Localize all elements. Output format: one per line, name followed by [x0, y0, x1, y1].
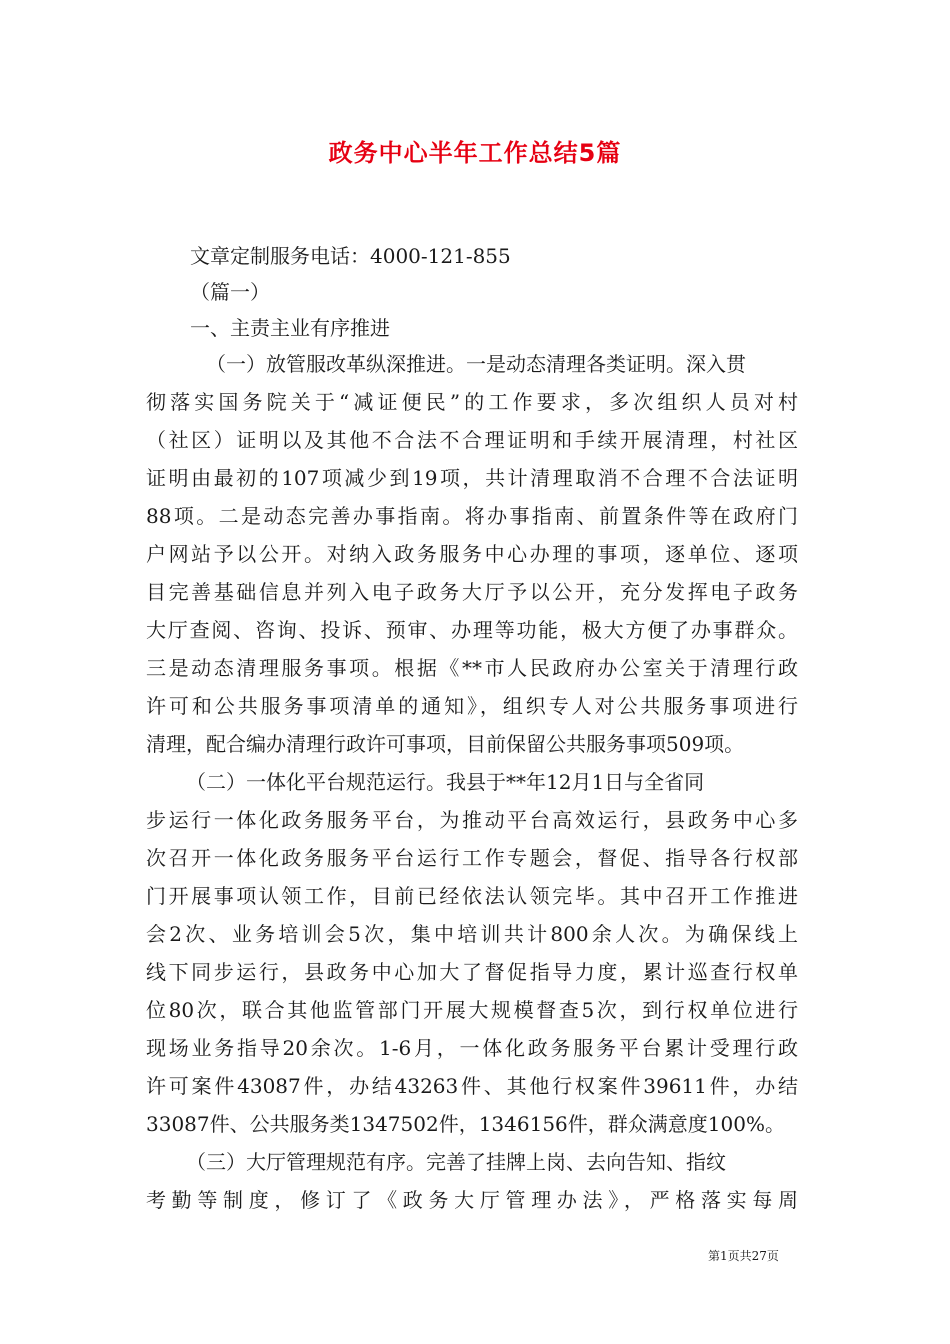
section-heading: 一、主责主业有序推进	[190, 316, 390, 340]
paragraph-line: 33087件、公共服务类1347502件，1346156件，群众满意度100%。	[146, 1112, 785, 1136]
paragraph-line: 会2次、业务培训会5次，集中培训共计800余人次。为确保线上	[146, 922, 798, 946]
paragraph-line: 步运行一体化政务服务平台，为推动平台高效运行，县政务中心多	[146, 808, 798, 832]
service-phone-line: 文章定制服务电话：4000-121-855	[190, 244, 511, 268]
paragraph-line: 位80次，联合其他监管部门开展大规模督查5次，到行权单位进行	[146, 998, 798, 1022]
paragraph-line: 许可案件43087件，办结43263件、其他行权案件39611件，办结	[146, 1074, 798, 1098]
paragraph-line: 清理，配合编办清理行政许可事项，目前保留公共服务事项509项。	[146, 732, 745, 756]
paragraph-line: （一）放管服改革纵深推进。一是动态清理各类证明。深入贯	[206, 352, 746, 376]
paragraph-line: 次召开一体化政务服务平台运行工作专题会，督促、指导各行权部	[146, 846, 798, 870]
page-number: 第1页共27页	[708, 1249, 779, 1263]
paragraph-line: 彻落实国务院关于“减证便民”的工作要求，多次组织人员对村	[146, 390, 798, 414]
paragraph-line: 证明由最初的107项减少到19项，共计清理取消不合理不合法证明	[146, 466, 798, 490]
paragraph-line: 线下同步运行，县政务中心加大了督促指导力度，累计巡查行权单	[146, 960, 798, 984]
paragraph-line: （二）一体化平台规范运行。我县于**年12月1日与全省同	[186, 770, 705, 794]
paragraph-line: 大厅查阅、咨询、投诉、预审、办理等功能，极大方便了办事群众。	[146, 618, 798, 642]
paragraph-line: （三）大厅管理规范有序。完善了挂牌上岗、去向告知、指纹	[186, 1150, 726, 1174]
paragraph-line: 三是动态清理服务事项。根据《**市人民政府办公室关于清理行政	[146, 656, 798, 680]
document-title: 政务中心半年工作总结5篇	[328, 139, 622, 167]
paragraph-line: 现场业务指导20余次。1-6月，一体化政务服务平台累计受理行政	[146, 1036, 798, 1060]
paragraph-line: 门开展事项认领工作，目前已经依法认领完毕。其中召开工作推进	[146, 884, 798, 908]
paragraph-line: 许可和公共服务事项清单的通知》，组织专人对公共服务事项进行	[146, 694, 798, 718]
part-label: （篇一）	[190, 280, 270, 304]
paragraph-line: 88项。二是动态完善办事指南。将办事指南、前置条件等在政府门	[146, 504, 798, 528]
paragraph-line: 目完善基础信息并列入电子政务大厅予以公开，充分发挥电子政务	[146, 580, 798, 604]
paragraph-line: 户网站予以公开。对纳入政务服务中心办理的事项，逐单位、逐项	[146, 542, 798, 566]
paragraph-line: 考勤等制度，修订了《政务大厅管理办法》，严格落实每周	[146, 1188, 798, 1212]
paragraph-line: （社区）证明以及其他不合法不合理证明和手续开展清理，村社区	[146, 428, 798, 452]
